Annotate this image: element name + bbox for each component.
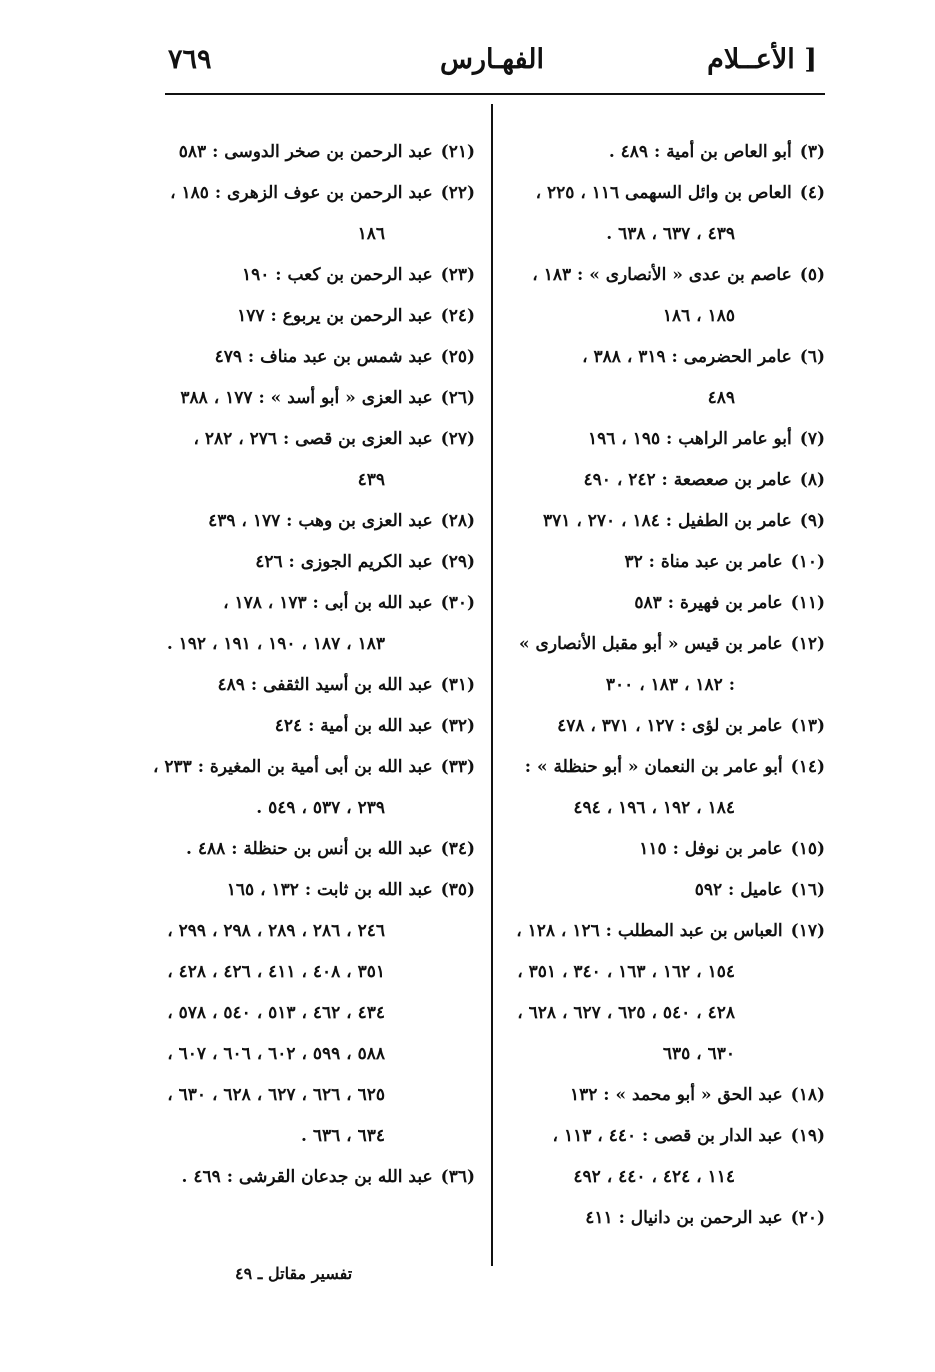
header-rule — [165, 93, 825, 95]
entry-text: عبد الرحمن بن صخر الدوسى : ٥٨٣ — [178, 142, 433, 162]
entry-number: (١٠) — [790, 552, 825, 572]
entry-number: (٢٣) — [440, 265, 475, 285]
entry-text: عبد الحق « أبو محمد » : ١٣٢ — [569, 1085, 783, 1105]
entry-text: ١٨٤ ، ١٩٢ ، ١٩٦ ، ٤٩٤ — [573, 798, 735, 818]
entry-line — [515, 542, 825, 583]
entry-line — [515, 911, 825, 952]
section-title: الأعــلام ] — [707, 44, 817, 75]
entry-text: عبد الرحمن بن يربوع : ١٧٧ — [237, 306, 433, 326]
entry-text: عامر بن قيس « أبو مقبل الأنصارى » — [519, 634, 783, 654]
entry-text: عبد شمس بن عبد مناف : ٤٧٩ — [214, 347, 433, 367]
entry-line — [170, 583, 475, 624]
entry-text: ٦٣٤ ، ٦٣٦ . — [301, 1126, 385, 1146]
entry-number: (٢٨) — [440, 511, 475, 531]
entry-text: ١٥٤ ، ١٦٢ ، ١٦٣ ، ٣٤٠ ، ٣٥١ ، — [517, 962, 735, 982]
entry-text: عامر بن صعصعة : ٢٤٢ ، ٤٩٠ — [583, 470, 792, 490]
index-entry — [515, 1075, 825, 1116]
entry-text: ٢٣٩ ، ٥٣٧ ، ٥٤٩ . — [256, 798, 385, 818]
entry-number: (١٩) — [790, 1126, 825, 1146]
entry-line — [167, 1075, 475, 1116]
entry-number: (٢١) — [440, 142, 475, 162]
entry-text: عبد العزى « أبو أسد » : ١٧٧ ، ٣٨٨ — [180, 388, 433, 408]
index-entry — [515, 173, 825, 255]
entry-text: ٤٣٩ ، ٦٣٧ ، ٦٣٨ . — [606, 224, 735, 244]
index-entry — [515, 255, 825, 337]
index-entry — [515, 337, 825, 419]
entry-text: عامر بن عبد مناة : ٣٢ — [624, 552, 783, 572]
index-entry — [515, 706, 825, 747]
entry-text: عبد الله بن أبى : ١٧٣ ، ١٧٨ ، — [223, 593, 433, 613]
entry-number: (١٨) — [790, 1085, 825, 1105]
index-entry — [515, 1198, 825, 1239]
entry-number: (٣٦) — [440, 1167, 475, 1187]
entry-line — [170, 788, 475, 829]
entry-number: (٢٠) — [790, 1208, 825, 1228]
entry-line — [170, 501, 475, 542]
entry-text: عامر بن فهيرة : ٥٨٣ — [634, 593, 783, 613]
entry-line — [515, 829, 825, 870]
entry-text: ٦٢٥ ، ٦٢٦ ، ٦٢٧ ، ٦٢٨ ، ٦٣٠ ، — [167, 1085, 385, 1105]
entry-number: (٢٢) — [440, 183, 475, 203]
page-footer: تفسير مقاتل ـ ٤٩ — [235, 1264, 353, 1283]
entry-text: عاميل : ٥٩٢ — [694, 880, 783, 900]
entry-line — [170, 460, 475, 501]
index-entry — [166, 583, 475, 665]
entry-line — [170, 214, 475, 255]
entry-text: ٢٤٦ ، ٢٨٦ ، ٢٨٩ ، ٢٩٨ ، ٢٩٩ ، — [167, 921, 385, 941]
index-entry — [152, 747, 475, 829]
entry-text: ٤٣٩ — [357, 470, 385, 490]
entry-line — [515, 1116, 825, 1157]
entry-line — [515, 501, 825, 542]
entry-number: (٣٠) — [440, 593, 475, 613]
entry-number: (٣١) — [440, 675, 475, 695]
entry-line — [170, 378, 475, 419]
column-divider — [491, 104, 493, 1266]
entry-line — [167, 911, 475, 952]
entry-line — [170, 870, 475, 911]
entry-text: عبد الله بن أسيد الثقفى : ٤٨٩ — [217, 675, 433, 695]
index-entry — [515, 132, 825, 173]
entry-text: عبد الله بن أبى أمية بن المغيرة : ٢٣٣ ، — [152, 757, 433, 777]
entry-number: (١٣) — [790, 716, 825, 736]
entry-number: (٥) — [799, 265, 825, 285]
index-entry — [170, 296, 475, 337]
entry-line — [515, 993, 825, 1034]
index-entry — [170, 542, 475, 583]
left-column — [152, 132, 475, 1198]
entry-text: ١٨٥ ، ١٨٦ — [662, 306, 735, 326]
entry-number: (١١) — [790, 593, 825, 613]
page-title: الفهـارس — [440, 44, 544, 75]
entry-line — [515, 214, 825, 255]
entry-text: أبو عامر الراهب : ١٩٥ ، ١٩٦ — [587, 429, 792, 449]
entry-text: ١٨٣ ، ١٨٧ ، ١٩٠ ، ١٩١ ، ١٩٢ . — [166, 634, 385, 654]
entry-text: ٤٨٩ — [707, 388, 735, 408]
entry-line — [170, 1157, 475, 1198]
entry-line — [515, 132, 825, 173]
page-number: ٧٦٩ — [168, 44, 212, 75]
entry-line — [170, 296, 475, 337]
index-entry — [515, 624, 825, 706]
index-entry — [515, 747, 825, 829]
entry-number: (٤) — [799, 183, 825, 203]
entry-number: (٣٣) — [440, 757, 475, 777]
index-entry — [515, 1116, 825, 1198]
entry-text: ٤٢٨ ، ٥٤٠ ، ٦٢٥ ، ٦٢٧ ، ٦٢٨ ، — [517, 1003, 735, 1023]
entry-text: عاصم بن عدى « الأنصارى » : ١٨٣ ، — [532, 265, 792, 285]
entry-text: عبد الرحمن بن دانيال : ٤١١ — [585, 1208, 783, 1228]
entry-line — [515, 378, 825, 419]
entry-text: عبد الله بن أمية : ٤٢٤ — [274, 716, 433, 736]
entry-number: (١٦) — [790, 880, 825, 900]
entry-line — [167, 952, 475, 993]
entry-line — [515, 747, 825, 788]
entry-text: عبد الرحمن بن كعب : ١٩٠ — [241, 265, 433, 285]
entry-text: عبد العزى بن قصى : ٢٧٦ ، ٢٨٢ ، — [193, 429, 433, 449]
entry-text: ٤٣٤ ، ٤٦٢ ، ٥١٣ ، ٥٤٠ ، ٥٧٨ ، — [167, 1003, 385, 1023]
index-entry — [515, 870, 825, 911]
entry-text: العاص بن وائل السهمى ١١٦ ، ٢٢٥ ، — [535, 183, 792, 203]
entry-text: عبد الرحمن بن عوف الزهرى : ١٨٥ ، — [170, 183, 433, 203]
entry-number: (١٤) — [790, 757, 825, 777]
entry-text: ٥٨٨ ، ٥٩٩ ، ٦٠٢ ، ٦٠٦ ، ٦٠٧ ، — [167, 1044, 385, 1064]
entry-line — [515, 870, 825, 911]
entry-line — [515, 1198, 825, 1239]
entry-line — [515, 255, 825, 296]
entry-line — [515, 419, 825, 460]
index-entry — [170, 665, 475, 706]
entry-text: عامر بن نوفل : ١١٥ — [639, 839, 783, 859]
entry-number: (١٢) — [790, 634, 825, 654]
entry-number: (٢٥) — [440, 347, 475, 367]
entry-line — [170, 706, 475, 747]
entry-line — [170, 665, 475, 706]
entry-text: ١٨٦ — [357, 224, 385, 244]
entry-number: (٢٩) — [440, 552, 475, 572]
entry-line — [170, 419, 475, 460]
index-entry — [167, 870, 475, 1157]
entry-number: (٣٢) — [440, 716, 475, 736]
index-entry — [170, 255, 475, 296]
index-entry — [170, 337, 475, 378]
entry-number: (٧) — [799, 429, 825, 449]
index-entry — [170, 501, 475, 542]
entry-line — [170, 337, 475, 378]
entry-text: : ١٨٢ ، ١٨٣ ، ٣٠٠ — [605, 675, 735, 695]
entry-text: أبو عامر بن النعمان « أبو حنظلة » : — [524, 757, 783, 777]
entry-line — [515, 1075, 825, 1116]
entry-text: عبد الكريم الجوزى : ٤٢٦ — [255, 552, 433, 572]
entry-line — [515, 583, 825, 624]
index-entry — [170, 829, 475, 870]
entry-text: عبد العزى بن وهب : ١٧٧ ، ٤٣٩ — [208, 511, 433, 531]
entry-line — [170, 173, 475, 214]
entry-line — [166, 624, 475, 665]
index-entry — [170, 419, 475, 501]
entry-line — [515, 665, 825, 706]
entry-number: (٢٧) — [440, 429, 475, 449]
entry-text: عبد الدار بن قصى : ٤٤٠ ، ١١٣ ، — [552, 1126, 783, 1146]
index-entry — [170, 132, 475, 173]
entry-line — [170, 1116, 475, 1157]
entry-line — [170, 542, 475, 583]
index-entry — [170, 173, 475, 255]
index-entry — [170, 1157, 475, 1198]
entry-number: (٢٤) — [440, 306, 475, 326]
entry-line — [152, 747, 475, 788]
entry-line — [515, 624, 825, 665]
entry-number: (٦) — [799, 347, 825, 367]
entry-text: ٦٣٠ ، ٦٣٥ — [662, 1044, 735, 1064]
entry-line — [515, 952, 825, 993]
entry-line — [515, 1034, 825, 1075]
entry-text: عبد الله بن أنس بن حنظلة : ٤٨٨ . — [186, 839, 433, 859]
index-entry — [515, 583, 825, 624]
entry-text: ١١٤ ، ٤٢٤ ، ٤٤٠ ، ٤٩٢ — [573, 1167, 735, 1187]
entry-text: عامر بن الطفيل : ١٨٤ ، ٢٧٠ ، ٣٧١ — [543, 511, 792, 531]
index-entry — [515, 419, 825, 460]
index-entry — [515, 542, 825, 583]
entry-text: عامر بن لؤى : ١٢٧ ، ٣٧١ ، ٤٧٨ — [557, 716, 783, 736]
index-entry — [515, 501, 825, 542]
entry-number: (٢٦) — [440, 388, 475, 408]
entry-number: (٩) — [799, 511, 825, 531]
entry-number: (٣٤) — [440, 839, 475, 859]
entry-line — [515, 788, 825, 829]
entry-line — [170, 255, 475, 296]
index-entry — [170, 378, 475, 419]
index-entry — [515, 911, 825, 1075]
entry-line — [167, 1034, 475, 1075]
entry-number: (١٧) — [790, 921, 825, 941]
entry-number: (٣٥) — [440, 880, 475, 900]
right-column — [515, 132, 825, 1239]
entry-number: (٣) — [799, 142, 825, 162]
entry-line — [515, 337, 825, 378]
entry-text: ٣٥١ ، ٤٠٨ ، ٤١١ ، ٤٢٦ ، ٤٢٨ ، — [167, 962, 385, 982]
entry-line — [170, 132, 475, 173]
entry-line — [515, 706, 825, 747]
index-entry — [515, 460, 825, 501]
entry-text: العباس بن عبد المطلب : ١٢٦ ، ١٢٨ ، — [516, 921, 783, 941]
entry-text: عبد الله بن جدعان القرشى : ٤٦٩ . — [181, 1167, 433, 1187]
entry-text: أبو العاص بن أمية : ٤٨٩ . — [608, 142, 792, 162]
entry-line — [167, 993, 475, 1034]
index-entry — [170, 706, 475, 747]
entry-text: عبد الله بن ثابت : ١٣٢ ، ١٦٥ — [226, 880, 433, 900]
entry-line — [515, 173, 825, 214]
index-entry — [515, 829, 825, 870]
entry-line — [170, 829, 475, 870]
entry-number: (١٥) — [790, 839, 825, 859]
entry-text: عامر الحضرمى : ٣١٩ ، ٣٨٨ ، — [582, 347, 792, 367]
entry-line — [515, 460, 825, 501]
entry-line — [515, 296, 825, 337]
entry-line — [515, 1157, 825, 1198]
entry-number: (٨) — [799, 470, 825, 490]
